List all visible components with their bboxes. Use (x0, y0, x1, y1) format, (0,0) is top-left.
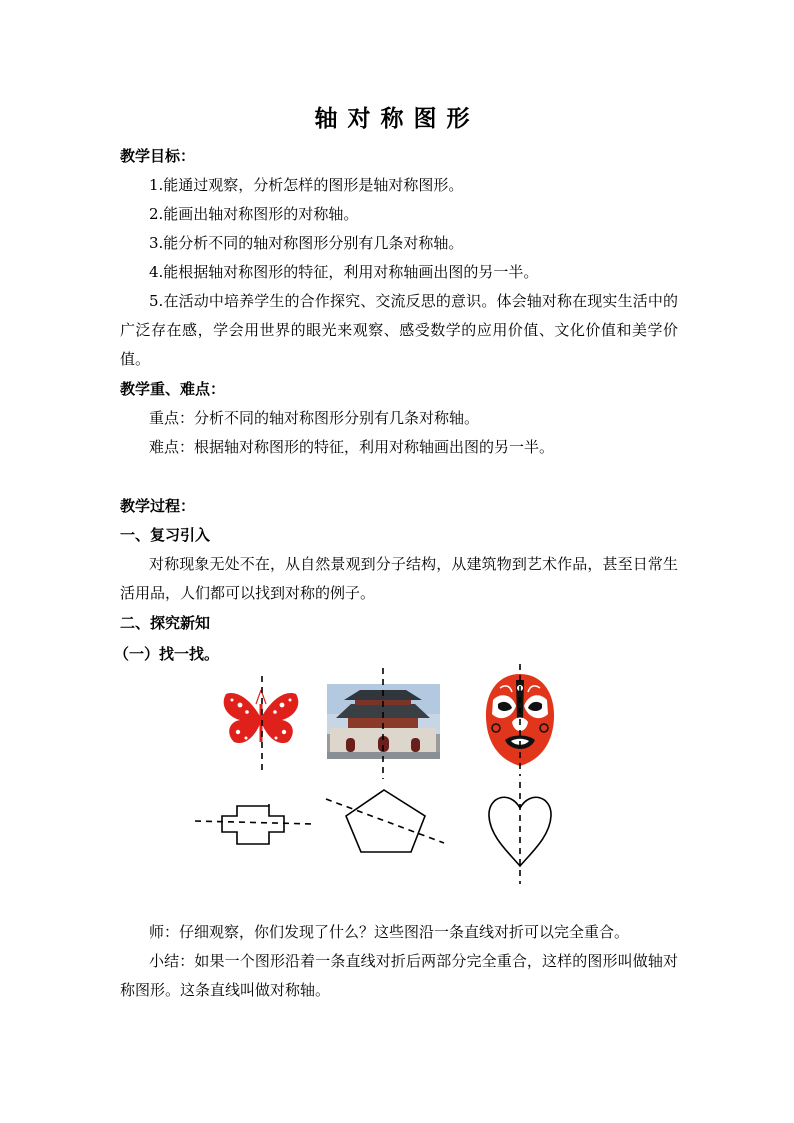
section1-heading: 一、复习引入 (120, 526, 211, 544)
section1-text: 对称现象无处不在，从自然景观到分子结构，从建筑物到艺术作品，甚至日常生活用品，人们都可以找到对称的例子。 (120, 555, 678, 602)
goals-heading: 教学目标： (120, 147, 196, 165)
goal-item: 2.能画出轴对称图形的对称轴。 (149, 205, 359, 223)
section2-heading: 二、探究新知 (120, 614, 211, 632)
butterfly-papercut (221, 690, 299, 748)
axis-line (195, 821, 314, 824)
cross-shape (222, 804, 284, 844)
difficulty-text: 难点：根据轴对称图形的特征，利用对称轴画出图的另一半。 (149, 438, 555, 456)
goal-item: 4.能根据轴对称图形的特征，利用对称轴画出图的另一半。 (149, 263, 539, 281)
goal-item: 3.能分析不同的轴对称图形分别有几条对称轴。 (149, 234, 464, 252)
keypoints-heading: 教学重、难点： (120, 380, 226, 398)
focus-text: 重点：分析不同的轴对称图形分别有几条对称轴。 (149, 409, 480, 427)
goal-item: 5.在活动中培养学生的合作探究、交流反思的意识。体会轴对称在现实生活中的广泛存在感，学会用世界的眼光来观察、感受数学的应用价值、文化价值和美学价值。 (120, 292, 678, 368)
goal-item: 1.能通过观察，分析怎样的图形是轴对称图形。 (149, 176, 464, 194)
subsection1-heading: （一）找一找。 (114, 645, 220, 663)
pentagon-shape (346, 790, 425, 852)
axis-line (326, 799, 444, 843)
page-title: 轴对称图形 (314, 106, 480, 132)
summary-text: 小结：如果一个图形沿着一条直线对折后两部分完全重合，这样的图形叫做轴对称图形。这条直线叫做对称轴。 (120, 952, 678, 999)
teacher-text: 师：仔细观察，你们发现了什么？这些图沿一条直线对折可以完全重合。 (149, 923, 630, 941)
process-heading: 教学过程： (120, 497, 196, 515)
